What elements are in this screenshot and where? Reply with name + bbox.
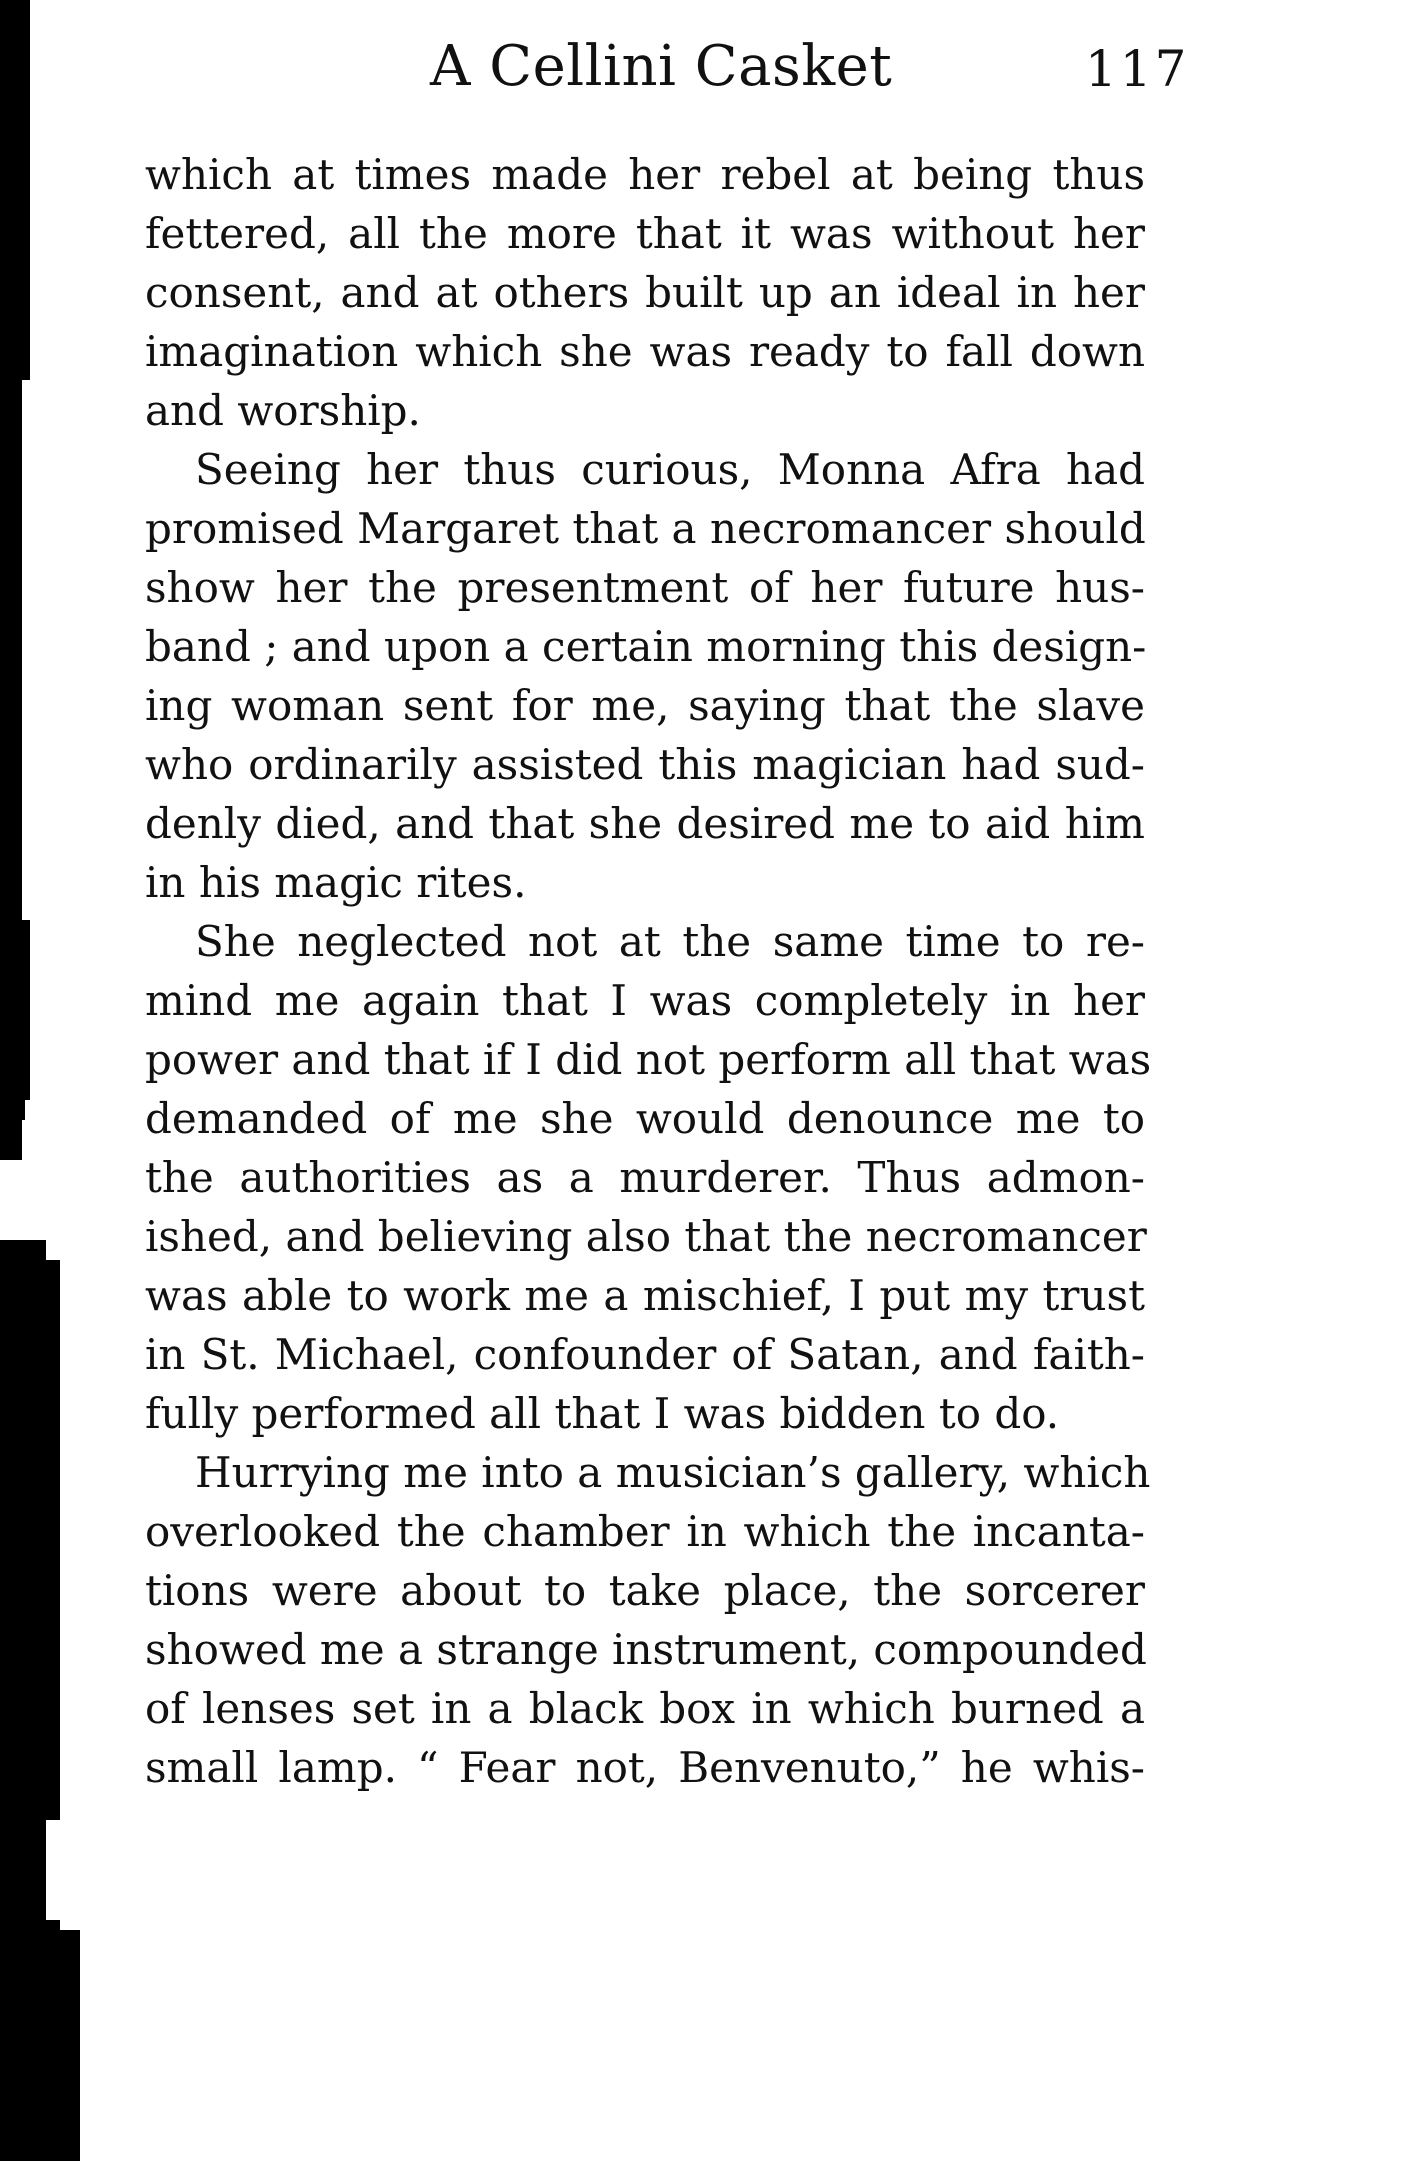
text-line: fettered, all the more that it was without her xyxy=(145,209,1145,258)
text-line: ing woman sent for me, saying that the slave xyxy=(145,681,1145,730)
text-line: promised Margaret that a necromancer should xyxy=(145,504,1146,553)
scan-gutter-shadow xyxy=(0,1240,46,1920)
text-line: consent, and at others built up an ideal in her xyxy=(145,268,1145,317)
scan-gutter-mark xyxy=(22,1080,25,1120)
text-line: She neglected not at the same time to re- xyxy=(195,917,1145,966)
text-line: Seeing her thus curious, Monna Afra had xyxy=(195,445,1145,494)
text-line: overlooked the chamber in which the incanta- xyxy=(145,1507,1145,1556)
text-line: in his magic rites. xyxy=(145,858,527,907)
text-line: was able to work me a mischief, I put my trust xyxy=(145,1271,1145,1320)
text-line: who ordinarily assisted this magician had sud- xyxy=(145,740,1145,789)
page-header xyxy=(0,32,1417,102)
text-line: band ; and upon a certain morning this design- xyxy=(145,622,1147,671)
body-text xyxy=(145,145,1152,1797)
text-line: mind me again that I was completely in her xyxy=(145,976,1145,1025)
scan-gutter-shadow xyxy=(60,1930,80,2161)
text-line: denly died, and that she desired me to aid him xyxy=(145,799,1145,848)
scan-gutter-shadow xyxy=(0,0,22,1160)
text-line: ished, and believing also that the necromancer xyxy=(145,1212,1147,1261)
text-line: showed me a strange instrument, compounded xyxy=(145,1625,1147,1674)
page-number: 117 xyxy=(1085,40,1190,98)
text-line: Hurrying me into a musician’s gallery, which xyxy=(195,1448,1151,1497)
scan-gutter-shadow xyxy=(0,1920,60,2161)
scan-gutter-shadow xyxy=(46,1260,60,1820)
text-line: of lenses set in a black box in which burned a xyxy=(145,1684,1145,1733)
scan-gutter-shadow xyxy=(22,920,30,1100)
text-line: the authorities as a murderer. Thus admon- xyxy=(145,1153,1145,1202)
text-line: fully performed all that I was bidden to do. xyxy=(145,1389,1060,1438)
text-line: demanded of me she would denounce me to xyxy=(145,1094,1145,1143)
running-title: A Cellini Casket xyxy=(430,34,893,99)
text-line: imagination which she was ready to fall down xyxy=(145,327,1145,376)
text-line: show her the presentment of her future hus- xyxy=(145,563,1145,612)
text-line: and worship. xyxy=(145,386,421,435)
text-line: tions were about to take place, the sorcerer xyxy=(145,1566,1145,1615)
text-line: small lamp. “ Fear not, Benvenuto,” he whis- xyxy=(145,1743,1145,1792)
text-line: which at times made her rebel at being thus xyxy=(145,150,1145,199)
text-line: in St. Michael, confounder of Satan, and faith- xyxy=(145,1330,1145,1379)
text-line: power and that if I did not perform all that was xyxy=(145,1035,1152,1084)
